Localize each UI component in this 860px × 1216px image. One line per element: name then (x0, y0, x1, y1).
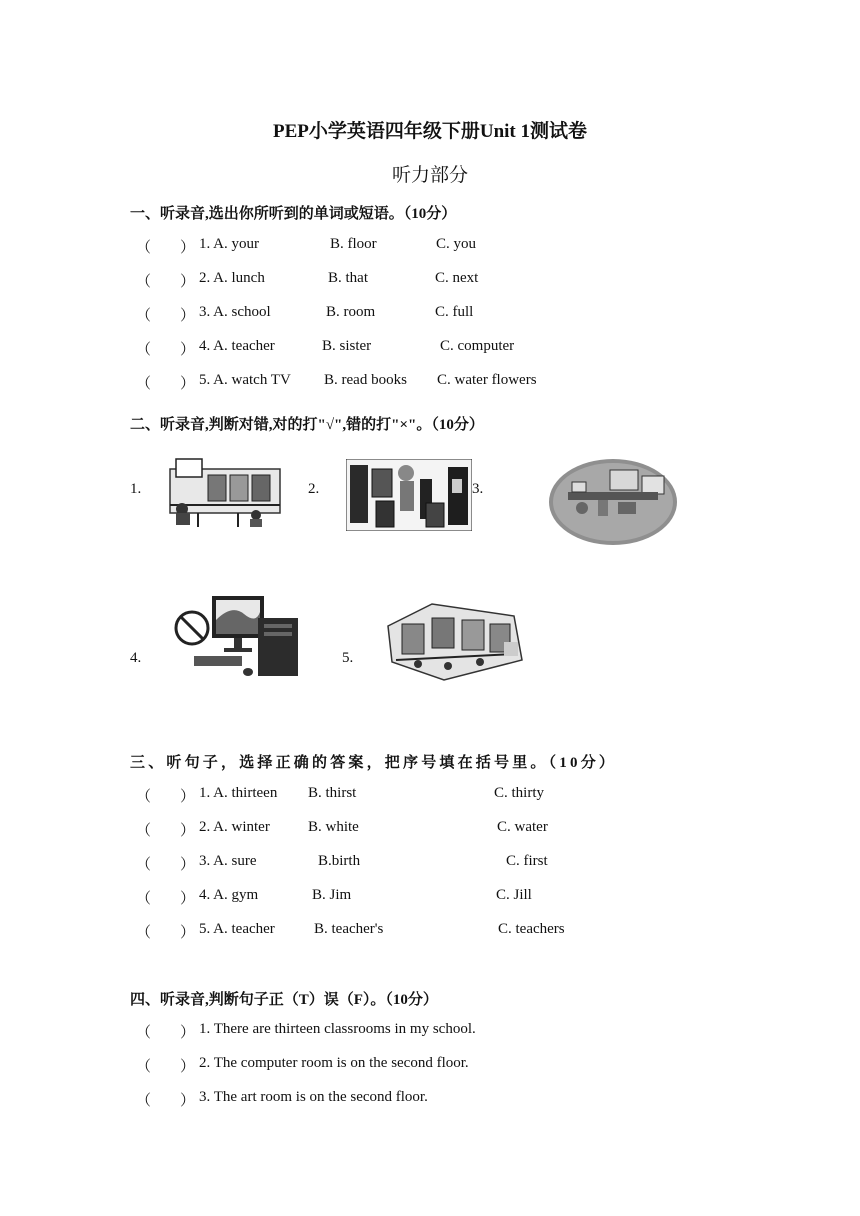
answer-paren-close: ） (180, 857, 196, 873)
page-title: PEP小学英语四年级下册Unit 1测试卷 (272, 121, 588, 142)
picture-label-5: 5. (342, 650, 354, 666)
option-b: B.birth (318, 853, 361, 869)
picture-label-3: 3. (472, 481, 484, 497)
option-c: C. next (435, 270, 479, 286)
section4-heading: 四、听录音,判断句子正（T）误（F）。（10分） (130, 992, 438, 1008)
picture-4-no-computer (172, 590, 306, 680)
answer-paren-close: ） (180, 823, 196, 839)
picture-label-1: 1. (130, 481, 142, 497)
option-a: 1. A. your (199, 236, 259, 252)
answer-paren-open: （ (136, 1025, 152, 1041)
answer-paren-close: ） (180, 1059, 196, 1075)
option-c: C. computer (440, 338, 515, 354)
option-a: 3. A. sure (199, 853, 257, 869)
option-b: B. Jim (312, 887, 352, 903)
picture-2-art-room (346, 459, 472, 531)
answer-paren-open: （ (136, 274, 152, 290)
answer-paren-close: ） (180, 342, 196, 358)
answer-paren-open: （ (136, 1059, 152, 1075)
statement-text: 1. There are thirteen classrooms in my school. (199, 1021, 476, 1037)
option-c: C. water flowers (437, 372, 537, 388)
section3-heading: 三、听句子，选择正确的答案，把序号填在括号里。（10分） (130, 755, 618, 771)
section2-heading: 二、听录音,判断对错,对的打"√",错的打"×"。（10分） (130, 417, 484, 433)
picture-1-classroom (168, 455, 286, 529)
picture-label-2: 2. (308, 481, 320, 497)
answer-paren-close: ） (180, 274, 196, 290)
answer-paren-close: ） (180, 789, 196, 805)
option-c: C. Jill (496, 887, 532, 903)
answer-paren-open: （ (136, 308, 152, 324)
option-b: B. room (326, 304, 376, 320)
answer-paren-open: （ (136, 891, 152, 907)
option-a: 4. A. gym (199, 887, 259, 903)
answer-paren-close: ） (180, 376, 196, 392)
option-a: 1. A. thirteen (199, 785, 278, 801)
picture-5-library (384, 596, 526, 684)
answer-paren-open: （ (136, 857, 152, 873)
picture-3-computer-room (546, 456, 680, 548)
option-c: C. teachers (498, 921, 565, 937)
answer-paren-close: ） (180, 925, 196, 941)
answer-paren-open: （ (136, 240, 152, 256)
option-a: 2. A. winter (199, 819, 270, 835)
option-c: C. water (497, 819, 548, 835)
option-b: B. that (328, 270, 368, 286)
option-b: B. white (308, 819, 359, 835)
answer-paren-close: ） (180, 1025, 196, 1041)
answer-paren-close: ） (180, 891, 196, 907)
answer-paren-close: ） (180, 240, 196, 256)
answer-paren-open: （ (136, 342, 152, 358)
option-c: C. you (436, 236, 477, 252)
option-b: B. read books (324, 372, 407, 388)
option-c: C. full (435, 304, 474, 320)
answer-paren-open: （ (136, 925, 152, 941)
answer-paren-close: ） (180, 1093, 196, 1109)
option-a: 2. A. lunch (199, 270, 265, 286)
answer-paren-open: （ (136, 376, 152, 392)
page-subtitle: 听力部分 (391, 165, 468, 186)
statement-text: 2. The computer room is on the second floor. (199, 1055, 469, 1071)
answer-paren-open: （ (136, 1093, 152, 1109)
option-a: 5. A. watch TV (199, 372, 291, 388)
answer-paren-open: （ (136, 789, 152, 805)
section1-heading: 一、听录音,选出你所听到的单词或短语。（10分） (130, 206, 457, 222)
picture-label-4: 4. (130, 650, 142, 666)
option-a: 3. A. school (199, 304, 271, 320)
option-a: 5. A. teacher (199, 921, 275, 937)
option-a: 4. A. teacher (199, 338, 275, 354)
answer-paren-open: （ (136, 823, 152, 839)
option-b: B. floor (330, 236, 377, 252)
option-b: B. teacher's (314, 921, 384, 937)
option-b: B. sister (322, 338, 372, 354)
option-c: C. first (506, 853, 548, 869)
option-c: C. thirty (494, 785, 545, 801)
statement-text: 3. The art room is on the second floor. (199, 1089, 428, 1105)
answer-paren-close: ） (180, 308, 196, 324)
option-b: B. thirst (308, 785, 357, 801)
